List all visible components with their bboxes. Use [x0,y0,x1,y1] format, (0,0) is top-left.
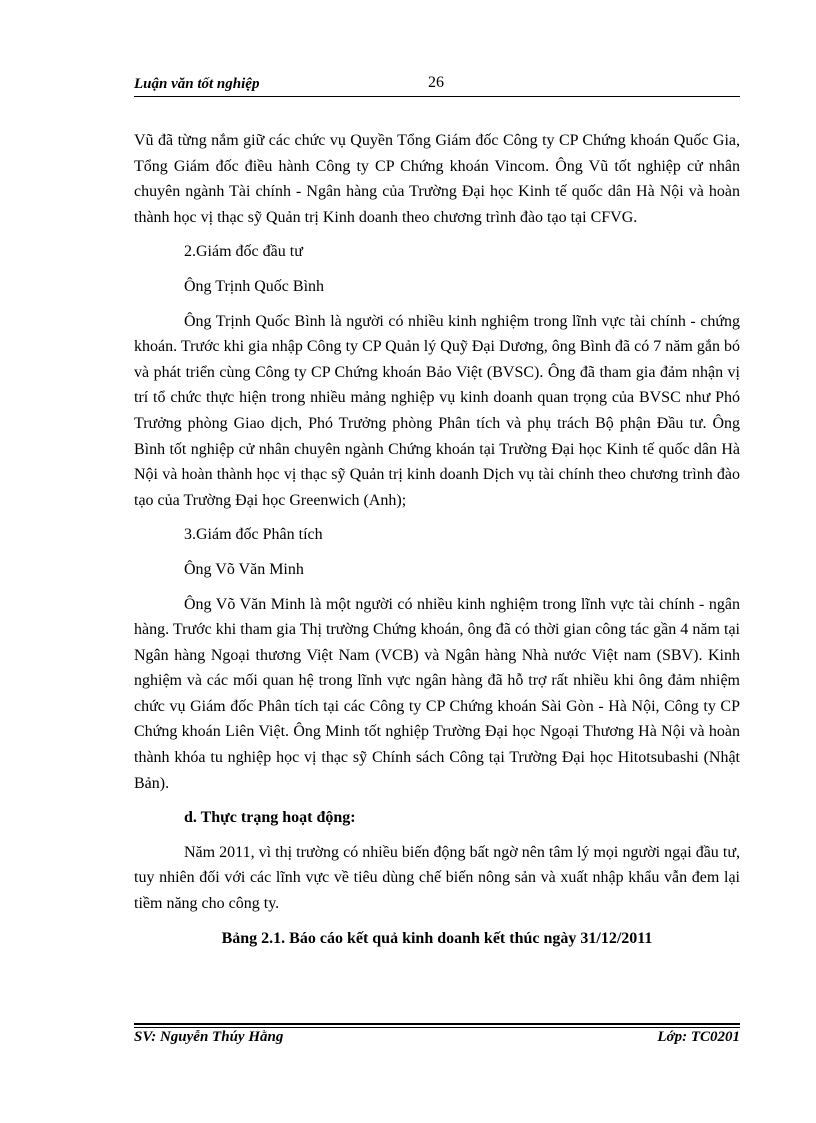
person-name-vo-van-minh: Ông Võ Văn Minh [184,560,304,578]
paragraph-continuation: Vũ đã từng nắm giữ các chức vụ Quyền Tổng Giám đốc Công ty CP Chứng khoán Quốc Gia, Tổng Giám đốc điều hành Công ty CP Chứng khoán Vincom. Ông Vũ tốt nghiệp cử nhân chuyên ngành Tài chính - Ngân hàng của Trường Đại học Kinh tế quốc dân Hà Nội và hoàn thành học vị thạc sỹ Quản trị Kinh doanh theo chương trình đào tạo tại CFVG. [134,132,740,226]
item-heading-investment-director: 2.Giám đốc đầu tư [184,243,303,261]
page-footer [134,1029,740,1051]
page-header [134,74,740,96]
table-caption: Bảng 2.1. Báo cáo kết quả kinh doanh kết thúc ngày 31/12/2011 [221,929,653,947]
paragraph-binh-bio: Ông Trịnh Quốc Bình là người có nhiều kinh nghiệm trong lĩnh vực tài chính - chứng khoán. Trước khi gia nhập Công ty CP Quản lý Quỹ Đại Dương, ông Bình đã có 7 năm gắn bó và phát triển cùng Công ty CP Chứng khoán Bảo Việt (BVSC). Ông đã tham gia đảm nhận vị trí tổ chức thực hiện trong nhiều mảng nghiệp vụ kinh doanh quan trọng của BVSC như Phó Trưởng phòng Giao dịch, Phó Trưởng phòng Phân tích và phụ trách Bộ phận Đầu tư. Ông Bình tốt nghiệp cử nhân chuyên ngành Chứng khoán tại Trường Đại học Kinh tế quốc dân Hà Nội và hoàn thành học vị thạc sỹ Quản trị kinh doanh Dịch vụ tài chính theo chương trình đào tạo của Trường Đại học Greenwich (Anh); [134,312,740,509]
page-body [134,128,740,951]
paragraph-operations-2011: Năm 2011, vì thị trường có nhiều biến động bất ngờ nên tâm lý mọi người ngại đầu tư, tuy nhiên đối với các lĩnh vực về tiêu dùng chế biến nông sản và xuất nhập khẩu vẫn đem lại tiềm năng cho công ty. [134,843,740,913]
item-heading-analysis-director: 3.Giám đốc Phân tích [184,526,323,544]
page-number: 26 [428,74,444,91]
header-divider [134,96,740,97]
footer-divider-thin [134,1027,740,1028]
header-title: Luận văn tốt nghiệp [134,76,260,92]
footer-student-name: SV: Nguyễn Thúy Hằng [134,1029,284,1045]
footer-class: Lớp: TC0201 [657,1029,740,1045]
section-heading-operations: d. Thực trạng hoạt động: [184,809,356,827]
person-name-trinh-quoc-binh: Ông Trịnh Quốc Bình [184,277,325,295]
footer-divider-thick [134,1023,740,1025]
paragraph-minh-bio: Ông Võ Văn Minh là một người có nhiều kinh nghiệm trong lĩnh vực tài chính - ngân hàng. Trước khi tham gia Thị trường Chứng khoán, ông đã có thời gian công tác gần 4 năm tại Ngân hàng Ngoại thương Việt Nam (VCB) và Ngân hàng Nhà nước Việt nam (SBV). Kinh nghiệm và các mối quan hệ trong lĩnh vực ngân hàng đã hỗ trợ rất nhiều khi ông đảm nhiệm chức vụ Giám đốc Phân tích tại các Công ty CP Chứng khoán Sài Gòn - Hà Nội, Công ty CP Chứng khoán Liên Việt. Ông Minh tốt nghiệp Trường Đại học Ngoại Thương Hà Nội và hoàn thành khóa tu nghiệp học vị thạc sỹ Chính sách Công tại Trường Đại học Hitotsubashi (Nhật Bản). [134,595,740,792]
